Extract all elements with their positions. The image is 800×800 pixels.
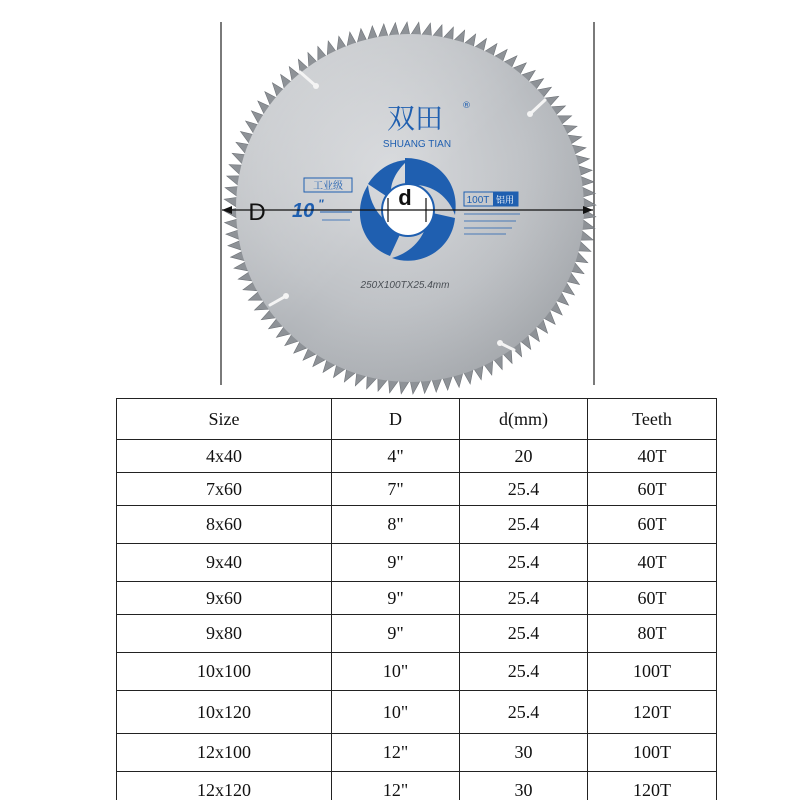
cell-bore: 25.4 (460, 615, 588, 653)
cell-teeth: 40T (588, 544, 717, 582)
size-label: 10 (292, 200, 315, 222)
cell-teeth: 60T (588, 506, 717, 544)
cell-size: 12x120 (117, 772, 332, 800)
cell-bore: 30 (460, 734, 588, 772)
cell-bore: 25.4 (460, 473, 588, 506)
cell-bore: 25.4 (460, 582, 588, 615)
table-header-row (117, 399, 717, 440)
cell-outer-diameter: 12" (332, 734, 460, 772)
cell-bore: 25.4 (460, 544, 588, 582)
cell-teeth: 60T (588, 473, 717, 506)
cell-outer-diameter: 9" (332, 582, 460, 615)
cell-outer-diameter: 10" (332, 653, 460, 691)
tooth-badge-count: 100T (466, 195, 490, 206)
brand-en-text: SHUANG TIAN (382, 139, 452, 150)
cell-teeth: 60T (588, 582, 717, 615)
cell-teeth: 80T (588, 615, 717, 653)
cell-size: 9x80 (117, 615, 332, 653)
saw-blade-diagram (0, 0, 800, 395)
spec-table (116, 398, 717, 800)
cell-outer-diameter: 8" (332, 506, 460, 544)
outer-dim-label: D (248, 199, 266, 226)
cell-size: 9x40 (117, 544, 332, 582)
cell-size: 10x100 (117, 653, 332, 691)
cell-size: 9x60 (117, 582, 332, 615)
cell-teeth: 100T (588, 734, 717, 772)
cell-size: 8x60 (117, 506, 332, 544)
registered-mark: ® (462, 101, 471, 111)
brand-cn-text: 双田 (386, 102, 444, 135)
cell-size: 10x120 (117, 691, 332, 734)
table-row (117, 615, 717, 653)
cell-teeth: 100T (588, 653, 717, 691)
table-row (117, 506, 717, 544)
cell-bore: 25.4 (460, 506, 588, 544)
cell-bore: 25.4 (460, 653, 588, 691)
cell-outer-diameter: 10" (332, 691, 460, 734)
cell-outer-diameter: 9" (332, 615, 460, 653)
cell-outer-diameter: 12" (332, 772, 460, 800)
cell-outer-diameter: 9" (332, 544, 460, 582)
cell-outer-diameter: 7" (332, 473, 460, 506)
header-size: Size (117, 399, 332, 440)
cell-bore: 30 (460, 772, 588, 800)
cell-teeth: 120T (588, 691, 717, 734)
inch-marks: " (318, 197, 324, 211)
cell-bore: 25.4 (460, 691, 588, 734)
cell-size: 7x60 (117, 473, 332, 506)
cell-size: 12x100 (117, 734, 332, 772)
grade-label: 工业级 (313, 181, 343, 192)
table-row (117, 440, 717, 473)
table-row (117, 772, 717, 800)
cell-bore: 20 (460, 440, 588, 473)
header-teeth: Teeth (588, 399, 717, 440)
table-row (117, 544, 717, 582)
table-row (117, 582, 717, 615)
tooth-badge-use: 铝用 (495, 196, 515, 206)
table-row (117, 734, 717, 772)
table-row (117, 691, 717, 734)
bore-dim-label: d (398, 185, 412, 210)
cell-size: 4x40 (117, 440, 332, 473)
cell-outer-diameter: 4" (332, 440, 460, 473)
cell-teeth: 120T (588, 772, 717, 800)
spec-text: 250X100TX25.4mm (360, 280, 450, 291)
table-row (117, 473, 717, 506)
table-row (117, 653, 717, 691)
cell-teeth: 40T (588, 440, 717, 473)
header-bore: d(mm) (460, 399, 588, 440)
header-outer-diameter: D (332, 399, 460, 440)
